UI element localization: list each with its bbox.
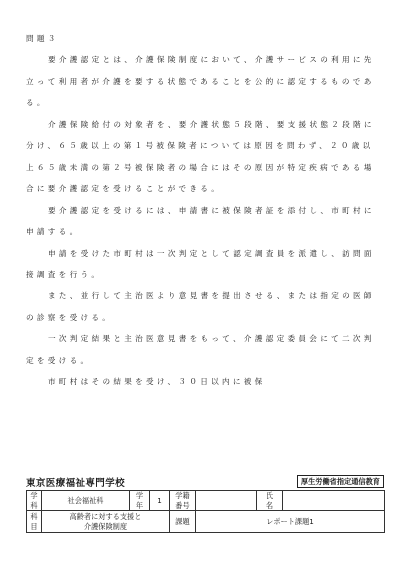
- assignment-label: 課題: [170, 511, 196, 533]
- report-footer-header: [26, 475, 384, 489]
- essay-paragraph: 介護保険給付の対象者を、要介護状態５段階、要支援状態２段階に分け、６５歳以上の第１号被保険者については原因を問わず、２０歳以上６５歳未満の第２号被保険者の場合にはその原因が特定疾病である場合に要介護認定を受けることができる。: [26, 119, 375, 194]
- department-label: 学 科: [27, 491, 42, 511]
- assignment-value: レポート課題1: [196, 511, 385, 533]
- subject-value: 高齢者に対する支援と 介護保険制度: [42, 511, 170, 533]
- name-label: 氏 名: [257, 491, 283, 511]
- subject-label: 科 目: [27, 511, 42, 533]
- student-info-table: [26, 490, 385, 533]
- question-heading: 問題３: [26, 34, 59, 43]
- department-value: 社会福祉科: [42, 491, 130, 511]
- essay-paragraph: 要介護認定とは、介護保険制度において、介護サービスの利用に先立って利用者が介護を要する状態であることを公的に認定するものである。: [26, 55, 375, 108]
- essay-paragraph: 要介護認定を受けるには、申請書に被保険者証を添付し、市町村に申請する。: [26, 205, 375, 237]
- student-number-label: 学籍 番号: [170, 491, 196, 511]
- name-value: [283, 491, 385, 511]
- essay-paragraph: 市町村はその結果を受け、３０日以内に被保: [48, 377, 266, 387]
- essay-paragraph: 一次判定結果と主治医意見書をもって、介護認定委員会にて二次判定を受ける。: [26, 334, 375, 365]
- year-value: 1: [150, 491, 170, 511]
- report-body: [26, 28, 384, 393]
- accreditation-stamp: 厚生労働省指定通信教育: [297, 475, 384, 488]
- essay-paragraph: また、並行して主治医より意見書を提出させる、または指定の医師の診察を受ける。: [26, 291, 375, 322]
- student-number-value: [196, 491, 257, 511]
- school-name: 東京医療福祉専門学校: [26, 478, 126, 489]
- essay-paragraph: 申請を受けた市町村は一次判定として認定調査員を派遣し、訪問面接調査を行う。: [26, 248, 375, 279]
- year-label: 学 年: [130, 491, 150, 511]
